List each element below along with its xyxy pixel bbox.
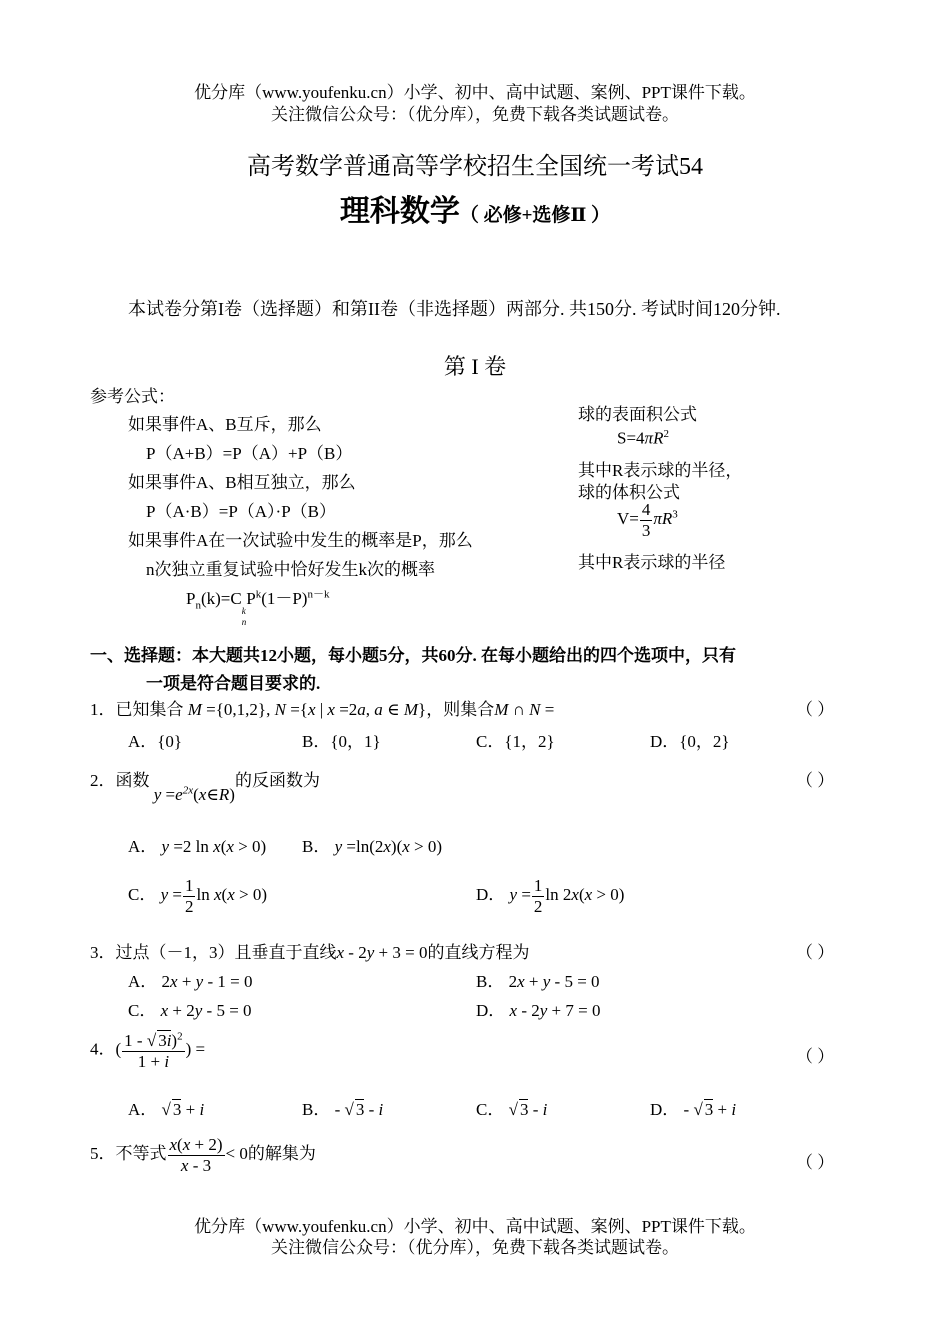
formula-right-6: 其中R表示球的半径 bbox=[578, 553, 726, 572]
question-number: 1． bbox=[90, 700, 116, 719]
question-4: 4．( $\frac{1 - √ 3i)^2}{1 + i}$ ) = bbox=[90, 1030, 206, 1071]
formula-right-4: 球的体积公式 bbox=[578, 483, 680, 502]
question-stem-2: 的直线方程为 bbox=[427, 943, 530, 962]
answer-paren-3: （ ） bbox=[796, 943, 835, 962]
question-2: 2．函数 $y =e^{2x}(x\in R)$的反函数为 bbox=[90, 771, 320, 804]
q4-option-a: A． √ 3 + i bbox=[128, 1100, 205, 1119]
question-stem-2: 的解集为 bbox=[247, 1143, 316, 1163]
q2-option-c: C． y = $\frac{1}{2}$ ln x(x > 0) bbox=[128, 876, 267, 916]
q2-option-a: A． y =2 ln x(x > 0) bbox=[128, 837, 267, 856]
question-stem: 过点（－1，3）且垂直于直线 bbox=[115, 943, 337, 962]
exam-title: 高考数学普通高等学校招生全国统一考试54 bbox=[247, 154, 703, 180]
q3-option-b: B． 2x + y - 5 = 0 bbox=[476, 972, 600, 991]
question-stem-2: 的反函数为 bbox=[234, 771, 320, 790]
formula-left-1: 如果事件A、B互斥，那么 bbox=[128, 415, 322, 434]
footer-line-1: 优分库（www.youfenku.cn）小学、初中、高中试题、案例、PPT课件下载。 bbox=[194, 1217, 756, 1236]
answer-paren-2: （ ） bbox=[796, 771, 835, 790]
question-stem: 已知集合 bbox=[115, 700, 184, 719]
formulas-label: 参考公式： bbox=[90, 387, 175, 406]
subject-title bbox=[0, 186, 950, 230]
q4-option-c: C． √ 3 - i bbox=[476, 1100, 548, 1119]
q4-option-d: D． - √ 3 + i bbox=[650, 1100, 737, 1119]
q2-option-d: D． y = $\frac{1}{2}$ ln 2x(x > 0) bbox=[476, 876, 625, 916]
question-number: 2． bbox=[90, 771, 116, 790]
question-1: 1．已知集合 M ={0,1,2}, N ={x | x =2a, a ∈ M}，则集合M ∩ N = bbox=[90, 700, 555, 719]
formula-left-2: P（A+B）=P（A）+P（B） bbox=[146, 444, 353, 463]
q3-option-d: D． x - 2y + 7 = 0 bbox=[476, 1001, 601, 1020]
q1-option-d: D．{0，2} bbox=[650, 732, 730, 751]
footer-line-2: 关注微信公众号：（优分库），免费下载各类试题试卷。 bbox=[271, 1238, 679, 1257]
sphere-area-formula: $S=4\pi R^2$ bbox=[617, 428, 669, 448]
part1-heading-line-1: 一、选择题：本大题共12小题，每小题5分，共60分. 在每小题给出的四个选项中，只有 bbox=[90, 646, 736, 665]
question-number: 5． bbox=[90, 1143, 116, 1163]
question-3: 3．过点（－1，3）且垂直于直线x - 2y + 3 = 0的直线方程为 bbox=[90, 943, 530, 962]
question-stem-2: ，则集合 bbox=[426, 700, 495, 719]
q1-option-a: A．{0} bbox=[128, 732, 183, 751]
question-number: 4． bbox=[90, 1039, 116, 1059]
header-line-1: 优分库（www.youfenku.cn）小学、初中、高中试题、案例、PPT课件下载。 bbox=[194, 83, 756, 102]
answer-paren-1: （ ） bbox=[796, 700, 835, 719]
formula-left-3: 如果事件A、B相互独立，那么 bbox=[128, 473, 356, 492]
q1-option-b: B．{0，1} bbox=[302, 732, 381, 751]
section-title: 第 I 卷 bbox=[443, 354, 507, 379]
q3-option-a: A． 2x + y - 1 = 0 bbox=[128, 972, 253, 991]
q3-option-c: C． x + 2y - 5 = 0 bbox=[128, 1001, 252, 1020]
part1-heading-line-2: 一项是符合题目要求的. bbox=[146, 674, 321, 693]
question-stem: 函数 bbox=[115, 771, 150, 790]
binomial-formula: $P_n(k)=C$ k n $P^k(1-P)^{n-k}$ bbox=[186, 588, 330, 627]
answer-paren-4: （ ） bbox=[796, 1047, 835, 1066]
sphere-volume-formula: V= $\frac{4}{3}$ $\pi R^3$ bbox=[617, 500, 678, 540]
answer-paren-5: （ ） bbox=[796, 1153, 835, 1172]
question-number: 3． bbox=[90, 943, 116, 962]
formula-left-5: 如果事件A在一次试验中发生的概率是P，那么 bbox=[128, 531, 473, 550]
question-stem: 不等式 bbox=[115, 1143, 167, 1163]
header-line-2: 关注微信公众号：（优分库），免费下载各类试题试卷。 bbox=[271, 105, 679, 124]
formula-right-1: 球的表面积公式 bbox=[578, 405, 697, 424]
intro-text: 本试卷分第I卷（选择题）和第II卷（非选择题）两部分. 共150分. 考试时间120分钟. bbox=[128, 299, 781, 319]
q2-option-b: B． y =ln(2x)(x > 0) bbox=[302, 837, 443, 856]
q1-option-c: C．{1，2} bbox=[476, 732, 555, 751]
formula-left-4: P（A·B）=P（A）·P（B） bbox=[146, 502, 337, 521]
q4-option-b: B． - √ 3 - i bbox=[302, 1100, 384, 1119]
question-5: 5．不等式 $\frac{x(x + 2)}{x - 3}$ < 0的解集为 bbox=[90, 1135, 316, 1175]
formula-right-3: 其中R表示球的半径， bbox=[578, 461, 743, 480]
subject-name: 理科数学 bbox=[339, 195, 460, 228]
subject-note: （ 必修+选修Ⅱ ） bbox=[459, 205, 611, 226]
formula-left-6: n次独立重复试验中恰好发生k次的概率 bbox=[146, 560, 435, 579]
